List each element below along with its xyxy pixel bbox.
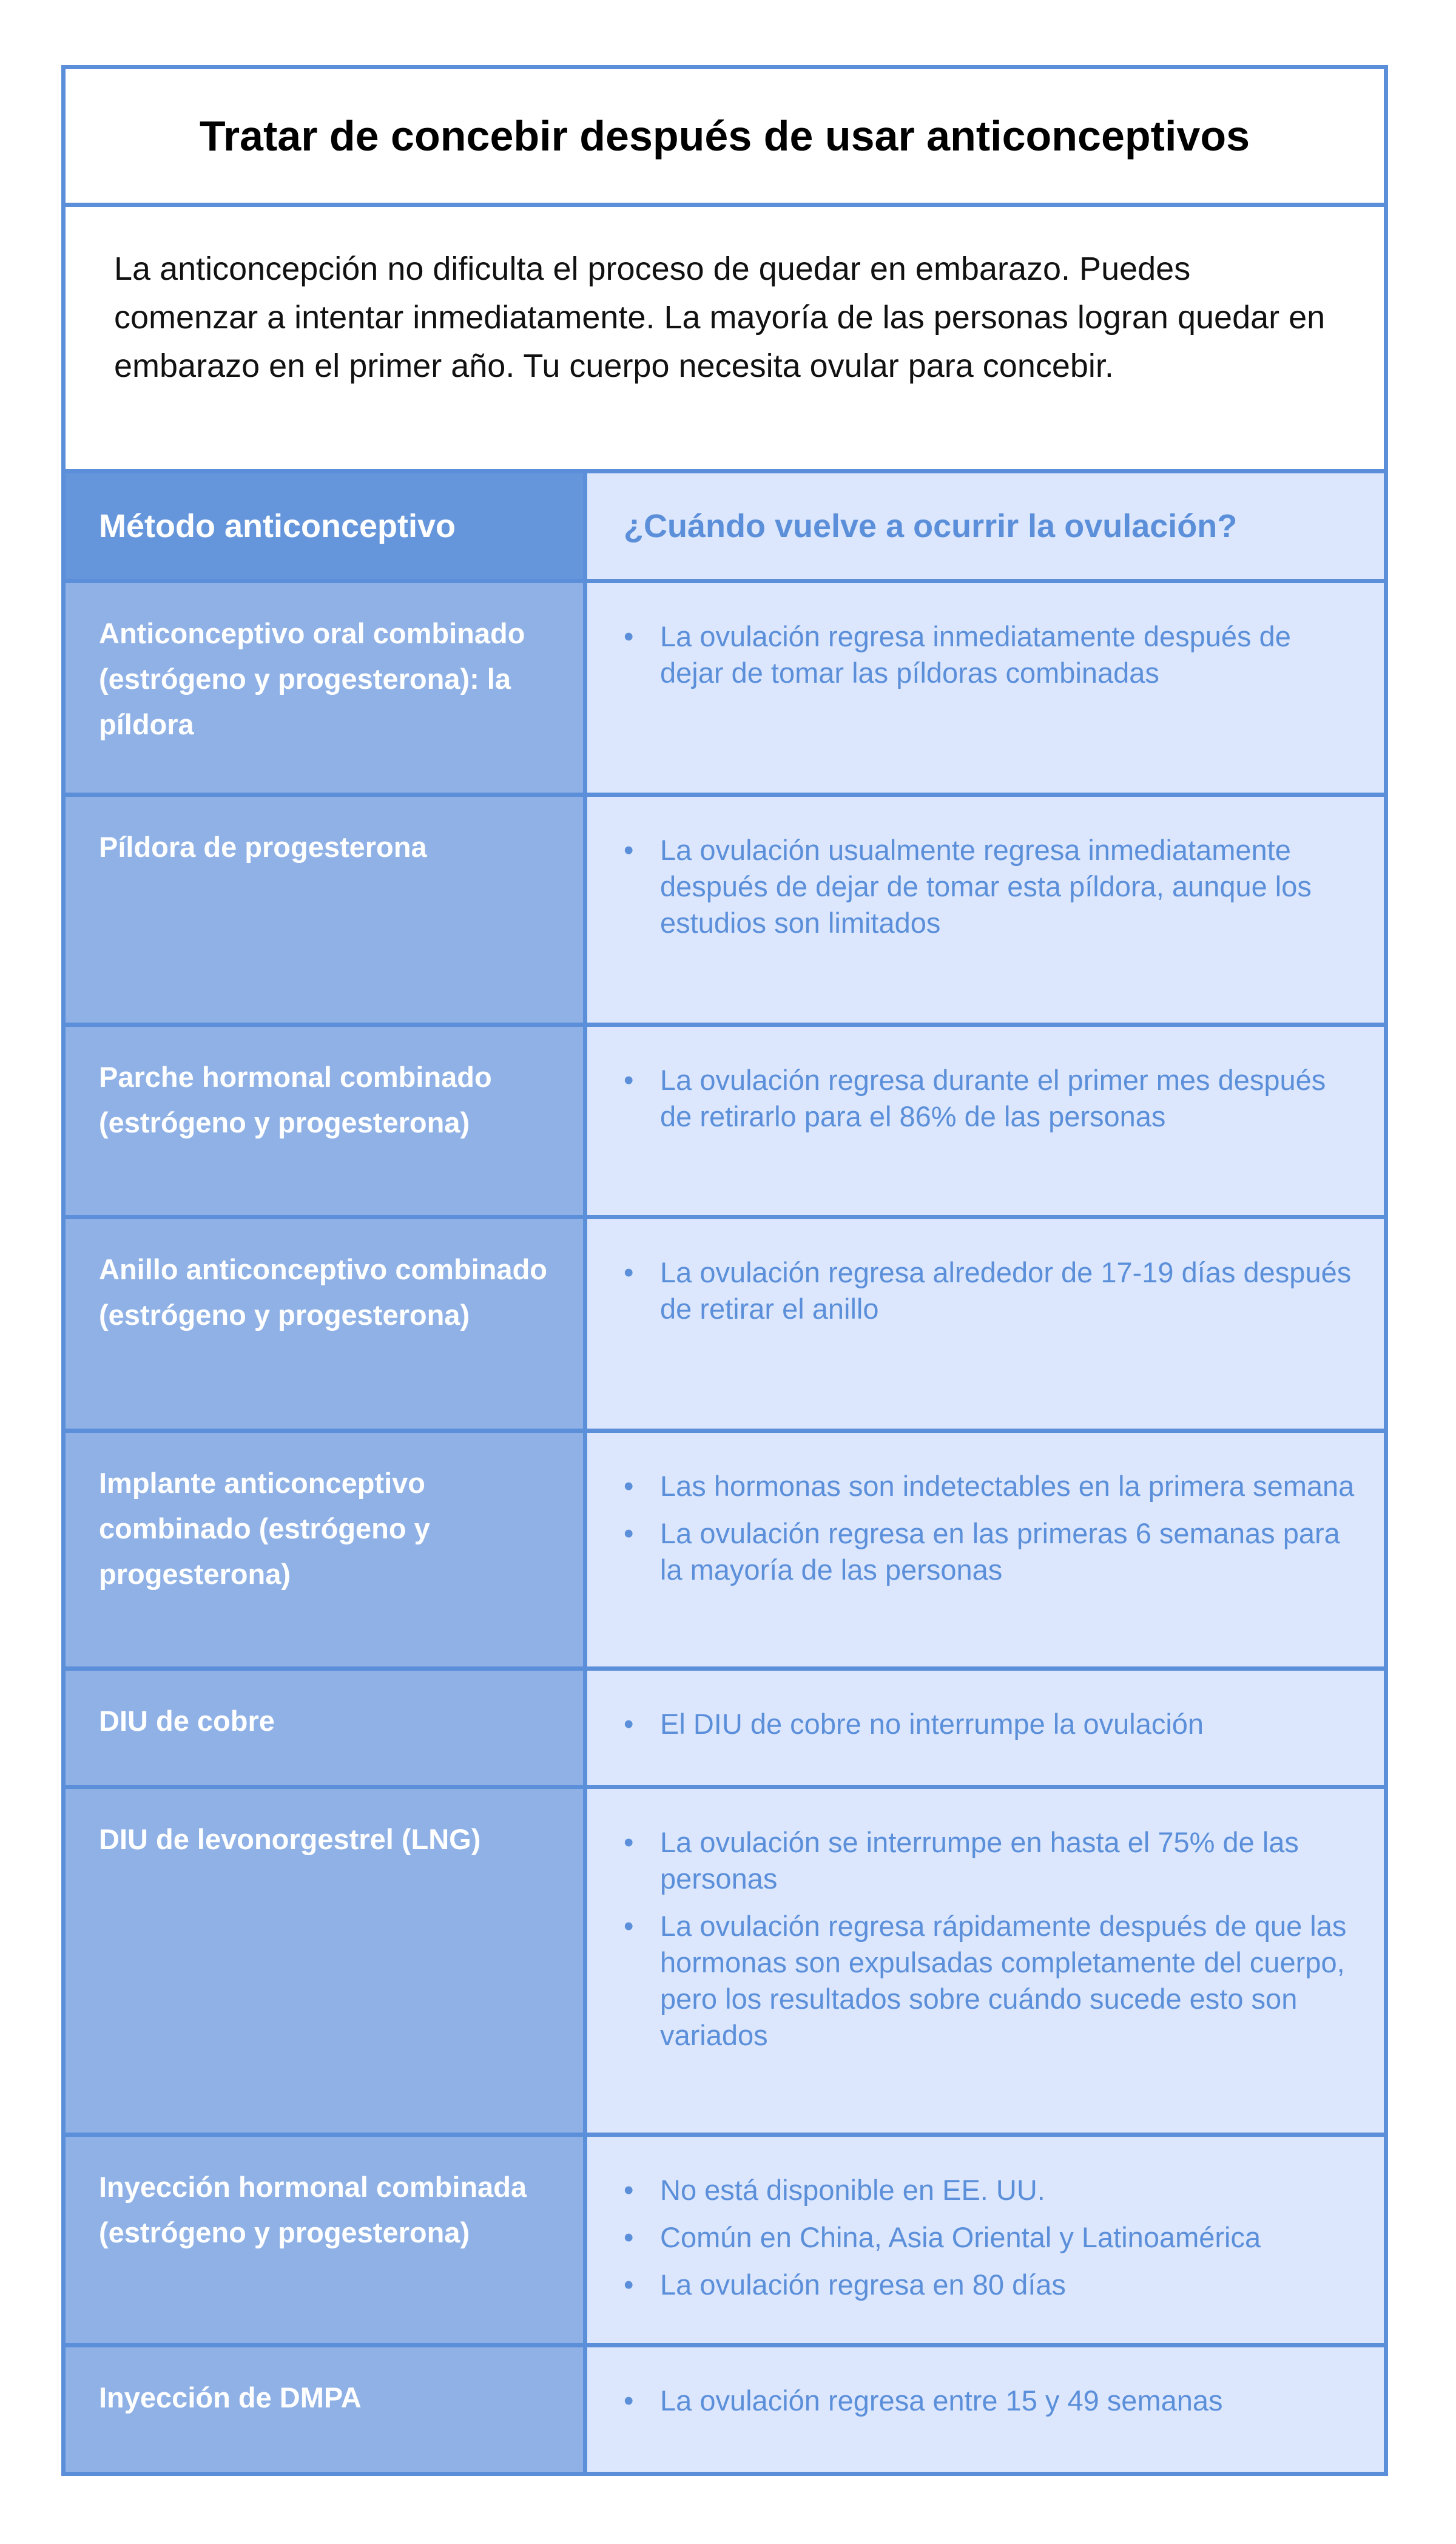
list-item: • El DIU de cobre no interrumpe la ovulación: [624, 1706, 1360, 1742]
ovulation-cell: [587, 1671, 1384, 1785]
bullet-list: [624, 618, 1360, 691]
method-cell: Inyección de DMPA: [66, 2347, 587, 2472]
method-cell: Anillo anticonceptivo combinado (estrógeno y progesterona): [66, 1219, 587, 1429]
ovulation-cell: [587, 1789, 1384, 2133]
list-item: • La ovulación regresa entre 15 y 49 semanas: [624, 2383, 1360, 2419]
list-item: • La ovulación regresa inmediatamente después de dejar de tomar las píldoras combinadas: [624, 618, 1360, 691]
list-item: • La ovulación regresa en las primeras 6 semanas para la mayoría de las personas: [624, 1515, 1360, 1588]
bullet-list: [624, 832, 1360, 941]
bullet-list: [624, 1468, 1360, 1588]
header-row: [66, 473, 1384, 583]
table-row: [66, 583, 1384, 797]
list-item: • No está disponible en EE. UU.: [624, 2172, 1360, 2208]
table-row: [66, 1219, 1384, 1433]
ovulation-cell: [587, 1027, 1384, 1215]
bullet-list: [624, 1706, 1360, 1742]
list-item: • La ovulación regresa rápidamente después de que las hormonas son expulsadas completamente del cuerpo, pero los resultados sobre cuándo sucede esto son variados: [624, 1908, 1360, 2054]
list-item: • Las hormonas son indetectables en la primera semana: [624, 1468, 1360, 1504]
ovulation-cell: [587, 583, 1384, 793]
method-cell: Inyección hormonal combinada (estrógeno y progesterona): [66, 2137, 587, 2343]
method-cell: Anticonceptivo oral combinado (estrógeno y progesterona): la píldora: [66, 583, 587, 793]
bullet-list: [624, 1254, 1360, 1327]
ovulation-cell: [587, 2137, 1384, 2343]
header-method: Método anticonceptivo: [66, 473, 587, 579]
list-item: • La ovulación regresa en 80 días: [624, 2267, 1360, 2303]
ovulation-cell: [587, 1433, 1384, 1666]
method-cell: DIU de cobre: [66, 1671, 587, 1785]
bullet-list: [624, 1062, 1360, 1135]
bullet-list: [624, 1824, 1360, 2054]
list-item: • La ovulación regresa alrededor de 17-19 días después de retirar el anillo: [624, 1254, 1360, 1327]
table-row: [66, 1789, 1384, 2137]
table-row: [66, 1671, 1384, 1789]
table-row: [66, 1027, 1384, 1219]
table-title: Tratar de concebir después de usar anticonceptivos: [66, 69, 1384, 207]
bullet-list: [624, 2172, 1360, 2303]
method-cell: DIU de levonorgestrel (LNG): [66, 1789, 587, 2133]
ovulation-cell: [587, 1219, 1384, 1429]
contraception-table: [61, 65, 1388, 2476]
method-cell: Parche hormonal combinado (estrógeno y progesterona): [66, 1027, 587, 1215]
list-item: • La ovulación usualmente regresa inmediatamente después de dejar de tomar esta píldora, aunque los estudios son limitados: [624, 832, 1360, 941]
list-item: • Común en China, Asia Oriental y Latinoamérica: [624, 2219, 1360, 2256]
method-cell: Implante anticonceptivo combinado (estrógeno y progesterona): [66, 1433, 587, 1666]
intro-text: La anticoncepción no dificulta el proceso de quedar en embarazo. Puedes comenzar a intentar inmediatamente. La mayoría de las personas logran quedar en embarazo en el primer año. Tu cuerpo necesita ovular para concebir.: [66, 207, 1384, 473]
table-row: [66, 797, 1384, 1027]
bullet-list: [624, 2383, 1360, 2419]
table-row: [66, 2137, 1384, 2347]
ovulation-cell: [587, 2347, 1384, 2472]
list-item: • La ovulación se interrumpe en hasta el 75% de las personas: [624, 1824, 1360, 1897]
header-ovulation: ¿Cuándo vuelve a ocurrir la ovulación?: [587, 473, 1384, 579]
method-cell: Píldora de progesterona: [66, 797, 587, 1023]
table-row: [66, 2347, 1384, 2472]
ovulation-cell: [587, 797, 1384, 1023]
table-row: [66, 1433, 1384, 1671]
list-item: • La ovulación regresa durante el primer mes después de retirarlo para el 86% de las personas: [624, 1062, 1360, 1135]
